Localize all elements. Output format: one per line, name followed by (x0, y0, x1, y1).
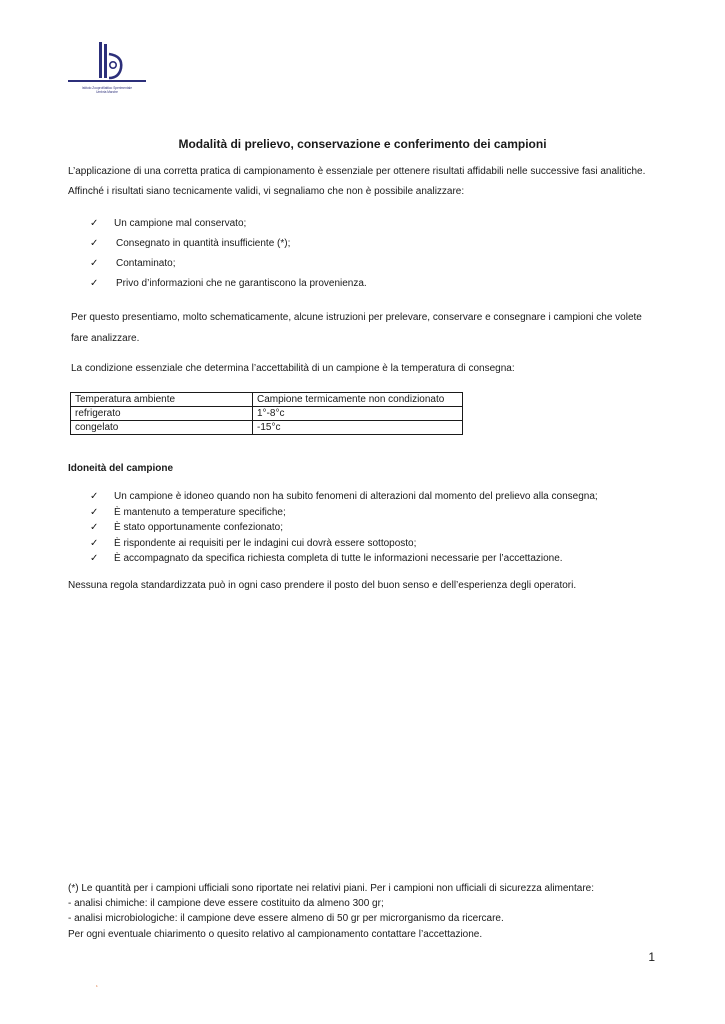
section-heading: Idoneità del campione (68, 463, 174, 474)
footnote (68, 881, 668, 942)
intro-line: Affinché i risultati siano tecnicamente validi, vi segnaliamo che non è possibile analizzare: (68, 186, 465, 197)
logo-line: Umbria Marche (96, 90, 118, 94)
footnote-line: (*) Le quantità per i campioni ufficiali sono riportate nei relativi piani. Per i campioni non ufficiali di sicurezza alimentare: (68, 883, 595, 894)
suitability-list (90, 489, 598, 567)
list-item (90, 536, 598, 552)
list-item-text: È mantenuto a temperature specifiche; (114, 506, 286, 518)
exclusion-list (90, 214, 367, 294)
checkmark-icon: ✓ (90, 537, 99, 549)
list-item-text: È accompagnato da specifica richiesta completa di tutte le informazioni necessarie per l’accettazione. (114, 553, 563, 564)
table-row (71, 421, 463, 435)
table-row (71, 407, 463, 421)
list-item (90, 505, 598, 521)
checkmark-icon: ✓ (90, 238, 99, 249)
footnote-line: Per ogni eventuale chiarimento o quesito relativo al campionamento contattare l’accettazione. (68, 928, 483, 940)
footnote-line: - analisi chimiche: il campione deve essere costituito da almeno 300 gr; (68, 898, 384, 910)
intro-paragraph (68, 162, 668, 202)
list-item-text: Consegnato in quantità insufficiente (*); (116, 238, 291, 249)
list-item (90, 254, 367, 274)
table-cell: refrigerato (71, 407, 253, 421)
condition-sentence: La condizione essenziale che determina l’accettabilità di un campione è la temperatura di consegna: (71, 363, 515, 374)
table-row (71, 393, 463, 407)
list-item (90, 520, 598, 536)
footnote-line: - analisi microbiologiche: il campione deve essere almeno di 50 gr per microrganismo da ricercare. (68, 913, 504, 925)
instructions-paragraph: Per questo presentiamo, molto schematicamente, alcune istruzioni per prelevare, conservare e consegnare i campioni che volete fare analizzare. (71, 312, 642, 344)
intro-line: L’applicazione di una corretta pratica di campionamento è essenziale per ottenere risultati affidabili nelle successive fasi analitiche. (68, 166, 646, 177)
logo-mark-icon (66, 40, 148, 86)
list-item (90, 274, 367, 294)
list-item-text: Un campione è idoneo quando non ha subito fenomeni di alterazioni dal momento del prelievo alla consegna; (114, 491, 598, 502)
table-cell: congelato (71, 421, 253, 435)
list-item (90, 214, 367, 234)
list-item (90, 489, 598, 505)
table-cell: 1°-8°c (253, 407, 463, 421)
checkmark-icon: ✓ (90, 218, 99, 229)
logo-line: Istituto Zooprofilattico Sperimentale (82, 86, 132, 90)
page-number: 1 (648, 950, 655, 964)
table-cell: -15°c (253, 421, 463, 435)
list-item-text: È rispondente ai requisiti per le indagini cui dovrà essere sottoposto; (114, 537, 417, 549)
document-title: Modalità di prelievo, conservazione e conferimento dei campioni (178, 137, 547, 151)
list-item-text: Privo d’informazioni che ne garantiscono la provenienza. (116, 278, 367, 289)
list-item (90, 551, 598, 567)
checkmark-icon: ✓ (90, 258, 99, 269)
checkmark-icon: ✓ (90, 278, 99, 289)
checkmark-icon: ✓ (90, 522, 99, 533)
checkmark-icon: ✓ (90, 506, 99, 518)
list-item-text: È stato opportunamente confezionato; (114, 522, 284, 533)
institute-logo (66, 40, 148, 98)
checkmark-icon: ✓ (90, 491, 99, 502)
table-cell: Campione termicamente non condizionato (253, 393, 463, 407)
list-item-text: Contaminato; (116, 258, 176, 269)
checkmark-icon: ✓ (90, 553, 99, 564)
list-item (90, 234, 367, 254)
decorative-mark-icon: ‘ (96, 984, 98, 993)
closing-sentence: Nessuna regola standardizzata può in ogni caso prendere il posto del buon senso e dell’esperienza degli operatori. (68, 580, 577, 591)
logo-caption (66, 86, 148, 94)
table-cell: Temperatura ambiente (71, 393, 253, 407)
list-item-text: Un campione mal conservato; (114, 218, 247, 229)
temperature-table (70, 392, 463, 435)
